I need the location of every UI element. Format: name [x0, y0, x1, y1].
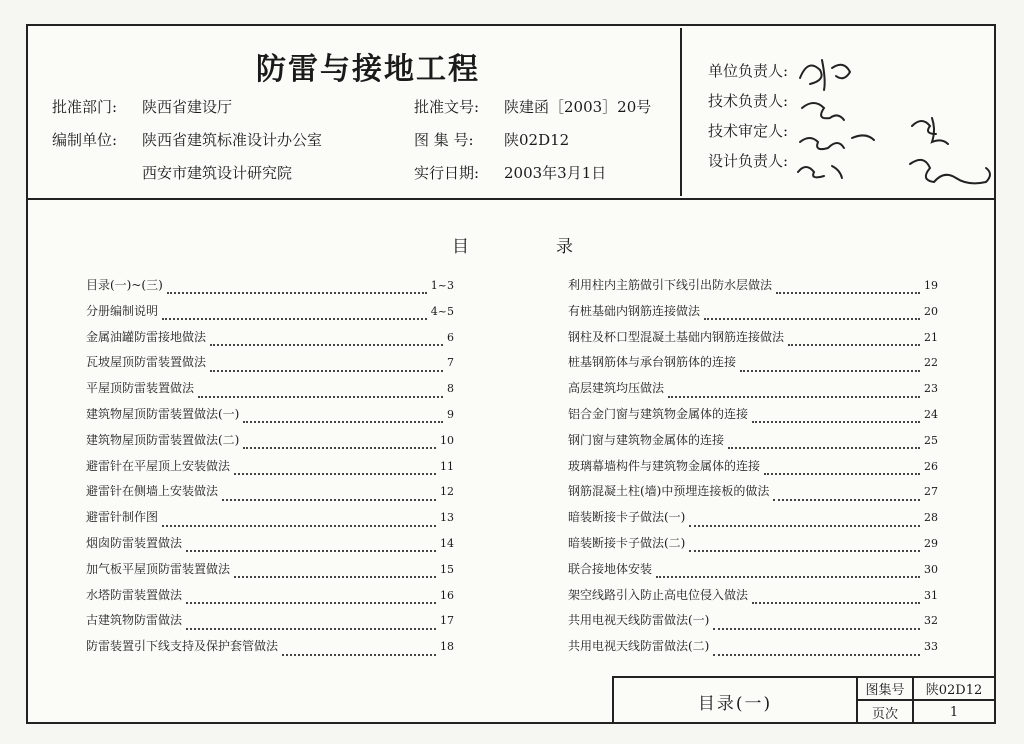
toc-item	[568, 302, 938, 328]
toc-item-label: 避雷针在平屋顶上安装做法	[86, 458, 231, 473]
toc-item	[568, 405, 938, 431]
toc-item	[86, 508, 454, 534]
compiler-row-2	[142, 162, 292, 183]
signature-box	[680, 28, 996, 196]
toc-item-leader	[713, 619, 920, 630]
toc-item-page: 29	[924, 536, 938, 550]
approval-dept-label: 批准部门:	[52, 98, 118, 116]
toc-item-label: 金属油罐防雷接地做法	[86, 329, 207, 344]
toc-item-label: 暗装断接卡子做法(一)	[568, 510, 686, 525]
toc-item-page: 21	[924, 330, 938, 344]
toc-item	[568, 586, 938, 612]
toc-item-leader	[776, 283, 920, 294]
toc-item	[86, 276, 454, 302]
toc-item	[568, 508, 938, 534]
toc-item	[86, 405, 454, 431]
toc-item-page: 14	[440, 536, 454, 550]
toc-item	[568, 560, 938, 586]
toc-item-page: 27	[924, 485, 938, 499]
toc-item-leader	[689, 516, 920, 527]
toc-item-page: 17	[440, 614, 454, 628]
toc-item-label: 防雷装置引下线支持及保护套管做法	[86, 639, 279, 654]
compiler-value-1: 陕西省建筑标准设计办公室	[142, 131, 323, 149]
toc-item-leader	[243, 412, 443, 423]
toc-item-page: 13	[440, 511, 454, 525]
toc-item	[568, 276, 938, 302]
toc-item-leader	[186, 541, 436, 552]
toc-item	[568, 457, 938, 483]
toc-item-page: 11	[440, 459, 454, 473]
toc-item	[568, 328, 938, 354]
atlas-no-label: 图 集 号:	[414, 131, 474, 149]
approval-dept-row	[52, 96, 232, 117]
toc-item	[86, 379, 454, 405]
toc-item-leader	[234, 567, 436, 578]
toc-item-label: 共用电视天线防雷做法(二)	[568, 639, 710, 654]
page-title: 防雷与接地工程	[256, 52, 480, 87]
toc-item-leader	[210, 335, 443, 346]
effective-date-label: 实行日期:	[414, 164, 480, 182]
toc-item-label: 建筑物屋顶防雷装置做法(二)	[86, 432, 240, 447]
handwritten-signatures-icon	[792, 38, 992, 198]
toc-item-label: 分册编制说明	[86, 303, 159, 318]
drawing-sheet	[26, 24, 996, 724]
toc-item	[568, 534, 938, 560]
toc-item-leader	[773, 490, 920, 501]
toc-item-leader	[752, 412, 920, 423]
toc-item-page: 12	[440, 485, 454, 499]
toc-item-page: 9	[447, 407, 454, 421]
approval-doc-label: 批准文号:	[414, 98, 480, 116]
drawing-name: 目录(一)	[614, 678, 858, 724]
toc-item-page: 15	[440, 562, 454, 576]
toc-item	[86, 431, 454, 457]
unit-head-label: 单位负责人:	[708, 62, 789, 80]
toc-item-label: 共用电视天线防雷做法(一)	[568, 613, 710, 628]
toc-item	[568, 611, 938, 637]
toc-heading-right: 录	[556, 237, 574, 257]
compiler-value-2: 西安市建筑设计研究院	[142, 164, 293, 182]
toc-item-page: 19	[924, 279, 938, 292]
toc-item	[568, 431, 938, 457]
toc-item	[86, 482, 454, 508]
toc-item-page: 8	[447, 382, 454, 396]
compiler-label: 编制单位:	[52, 131, 118, 149]
toc-item-label: 钢筋混凝土柱(墙)中预埋连接板的做法	[568, 484, 770, 499]
toc-item-label: 建筑物屋顶防雷装置做法(一)	[86, 406, 240, 421]
toc-item-label: 加气板平屋顶防雷装置做法	[86, 561, 231, 576]
toc-item-label: 玻璃幕墙构件与建筑物金属体的连接	[568, 458, 761, 473]
toc-item-page: 26	[924, 459, 938, 473]
toc-right-column	[568, 276, 938, 663]
tech-reviewer-label: 技术审定人:	[708, 122, 789, 140]
toc-item	[86, 560, 454, 586]
toc-item-leader	[788, 335, 920, 346]
toc-item	[86, 611, 454, 637]
toc-item-label: 暗装断接卡子做法(二)	[568, 535, 686, 550]
toc-item-label: 联合接地体安装	[568, 561, 653, 576]
toc-item-leader	[282, 645, 436, 656]
toc-item-leader	[740, 361, 920, 372]
toc-item-page: 1~3	[430, 279, 454, 292]
toc-item-label: 钢柱及杯口型混凝土基础内钢筋连接做法	[568, 329, 785, 344]
toc-item-page: 6	[447, 330, 454, 344]
toc-item-page: 10	[440, 433, 454, 447]
toc-item-label: 利用柱内主筋做引下线引出防水层做法	[568, 278, 773, 292]
toc-item-leader	[186, 593, 436, 604]
tech-head-label: 技术负责人:	[708, 92, 789, 110]
toc-item-page: 24	[924, 407, 938, 421]
toc-item-leader	[167, 283, 427, 294]
toc-item-leader	[689, 541, 920, 552]
toc-item-leader	[243, 438, 436, 449]
toc-item-leader	[162, 516, 436, 527]
toc-item-leader	[752, 593, 920, 604]
toc-item-leader	[704, 309, 920, 320]
toc-item-page: 16	[440, 588, 454, 602]
toc-item-label: 平屋顶防雷装置做法	[86, 381, 195, 396]
toc-item-page: 33	[924, 640, 938, 654]
toc-item	[86, 637, 454, 663]
toc-heading-left: 目	[452, 237, 470, 257]
toc-item	[86, 586, 454, 612]
toc-item-label: 有桩基础内钢筋连接做法	[568, 303, 701, 318]
header-block	[28, 26, 994, 200]
compiler-row	[52, 129, 322, 150]
effective-date-value: 2003年3月1日	[504, 164, 607, 182]
approval-dept-value: 陕西省建设厅	[142, 98, 233, 116]
page-label: 页次	[858, 701, 914, 724]
atlas-value: 陕02D12	[914, 678, 994, 701]
toc-item-page: 22	[924, 356, 938, 370]
toc-item-label: 水塔防雷装置做法	[86, 587, 183, 602]
toc-item-leader	[198, 387, 443, 398]
toc-item-page: 28	[924, 511, 938, 525]
toc-item	[568, 482, 938, 508]
toc-item	[86, 457, 454, 483]
approval-doc-value: 陕建函［2003］20号	[504, 98, 652, 116]
toc-item-label: 铝合金门窗与建筑物金属体的连接	[568, 406, 749, 421]
atlas-no-value: 陕02D12	[504, 131, 570, 149]
toc-item-leader	[210, 361, 443, 372]
toc-item-label: 目录(一)~(三)	[86, 278, 163, 292]
approval-doc-row	[414, 96, 651, 117]
toc-item	[568, 353, 938, 379]
toc-item-leader	[668, 387, 920, 398]
toc-item-label: 瓦坡屋顶防雷装置做法	[86, 355, 207, 370]
toc-item	[86, 534, 454, 560]
toc-item-leader	[162, 309, 427, 320]
toc-item-page: 25	[924, 433, 938, 447]
toc-item	[86, 328, 454, 354]
toc-item-leader	[656, 567, 920, 578]
toc-item-label: 架空线路引入防止高电位侵入做法	[568, 587, 749, 602]
toc-item-label: 避雷针制作图	[86, 510, 159, 525]
atlas-no-row	[414, 129, 569, 150]
toc-item-page: 23	[924, 382, 938, 396]
toc-item-page: 20	[924, 304, 938, 318]
toc-item-label: 钢门窗与建筑物金属体的连接	[568, 432, 725, 447]
atlas-label: 图集号	[858, 678, 914, 701]
toc-item-leader	[728, 438, 920, 449]
toc-item-page: 32	[924, 614, 938, 628]
toc-item-leader	[186, 619, 436, 630]
design-head-label: 设计负责人:	[708, 152, 789, 170]
toc-left-column	[86, 276, 454, 663]
toc-item-label: 避雷针在侧墙上安装做法	[86, 484, 219, 499]
toc-item-page: 7	[447, 356, 454, 370]
title-block	[612, 676, 994, 724]
toc-item-page: 18	[440, 640, 454, 654]
page-value: 1	[949, 705, 959, 720]
toc-item-leader	[234, 464, 436, 475]
toc-item-page: 31	[924, 588, 938, 602]
toc-item-label: 高层建筑均压做法	[568, 381, 665, 396]
toc-item-label: 烟囱防雷装置做法	[86, 535, 183, 550]
toc-item-page: 30	[924, 562, 938, 576]
toc-item-label: 桩基钢筋体与承台钢筋体的连接	[568, 355, 737, 370]
toc-item	[86, 353, 454, 379]
toc-item-label: 古建筑物防雷做法	[86, 613, 183, 628]
toc-item-leader	[764, 464, 920, 475]
effective-date-row	[414, 162, 606, 183]
toc-item	[568, 637, 938, 663]
toc-item	[86, 302, 454, 328]
toc-item-leader	[222, 490, 436, 501]
toc-item-page: 4~5	[430, 304, 454, 318]
toc-item-leader	[713, 645, 920, 656]
toc-item	[568, 379, 938, 405]
